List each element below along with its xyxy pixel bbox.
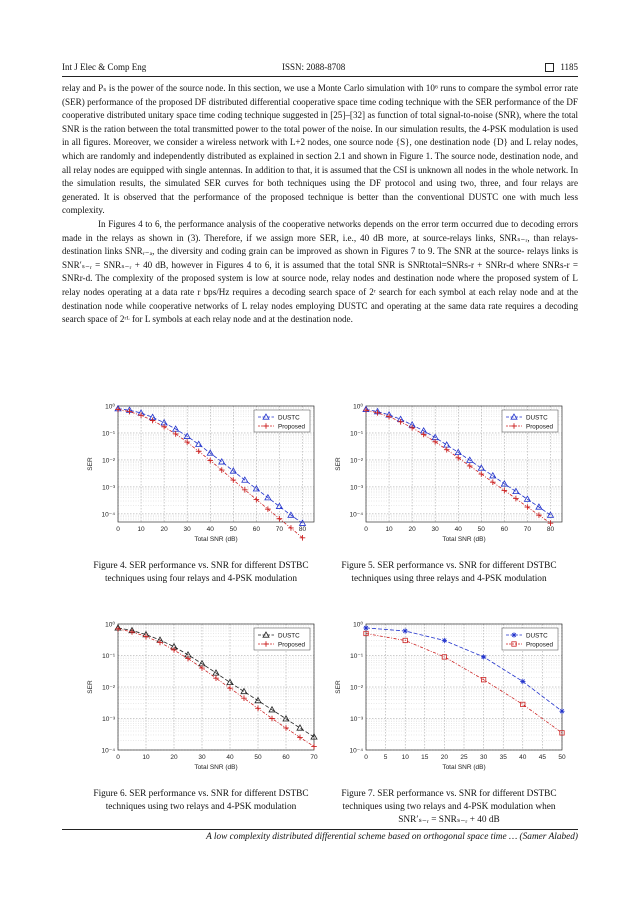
y-tick-label: 10⁻¹ [350,430,363,438]
x-tick-label: 10 [401,754,409,761]
figure-6 [82,618,322,778]
x-tick-label: 30 [183,526,191,533]
y-tick-label: 10⁻¹ [350,653,363,660]
star-marker [511,632,516,637]
y-tick-label: 10⁰ [353,403,363,411]
x-axis-label: Total SNR (dB) [194,764,238,771]
x-tick-label: 40 [454,526,462,533]
y-tick-label: 10⁰ [105,621,115,629]
figure-5-chart [330,400,570,550]
star-marker [481,654,486,659]
x-tick-label: 30 [479,754,488,761]
legend-label: Proposed [278,641,305,649]
figure-5 [330,400,570,550]
x-tick-label: 50 [558,754,566,761]
y-tick-label: 10⁻² [102,684,115,692]
page-header [62,62,578,77]
y-tick-label: 10⁻³ [102,716,115,723]
x-tick-label: 40 [519,754,527,761]
x-tick-label: 10 [142,754,150,761]
x-tick-label: 0 [364,526,368,533]
star-marker [403,628,408,633]
legend-label: Proposed [526,423,553,431]
x-tick-label: 60 [252,526,260,533]
x-tick-label: 30 [198,754,206,761]
issn: ISSN: 2088-8708 [282,62,346,72]
x-tick-label: 5 [383,754,388,761]
figure-4-caption: Figure 4. SER performance vs. SNR for different DSTBC techniques using four relays and 4-PSK modulation [93,561,309,584]
x-tick-label: 50 [229,526,237,533]
x-tick-label: 0 [116,754,120,761]
x-tick-label: 40 [226,754,234,761]
y-tick-label: 10⁻³ [350,484,363,492]
y-tick-label: 10⁻² [350,457,363,465]
figure-7-caption: Figure 7. SER performance vs. SNR for different DSTBC techniques using two relays and 4-PSK modulation when SNR′ₛ₋ᵣ = SNRₛ₋ᵣ + 40 dB [341,789,557,825]
x-tick-label: 50 [254,754,262,761]
figure-4 [82,400,322,550]
y-axis-label: SER [335,680,342,694]
x-tick-label: 30 [431,526,439,533]
x-tick-label: 80 [298,526,307,533]
x-tick-label: 20 [440,754,449,761]
y-tick-label: 10⁻³ [102,484,115,492]
x-tick-label: 60 [282,754,290,761]
x-tick-label: 50 [477,526,485,533]
x-tick-label: 45 [538,754,547,761]
y-tick-label: 10⁻¹ [102,430,115,438]
y-tick-label: 10⁻⁴ [349,747,363,755]
paragraph-1: relay and Pₛ is the power of the source node. In this section, we use a Monte Carlo simulation with 10⁶ runs to compare the symbol error rate (SER) performance of the proposed DF distributed differential cooperative space time coding technique with the SER performance of the DF cooperative distributed unitary space time coding technique suggested in [25]–[32] as function of total signal-to-noise (SNR), where the total SNR is the ration between the total transmitted power to the total power of the noise. In our simulation results, the 4-PSK modulation is used in all figures. Moreover, we consider a wireless network with L+2 nodes, one source node {S}, one destination node {D} and L relay nodes, which are randomly and independently distributed as explained in section 2.1 and shown in Figure 1. The source node, destination node, and all relay nodes are equipped with single antennas. In addition to that, it is assumed that the CSI is unknown all nodes in the whole network. In the simulation results, the simulated SER curves for both techniques using the DF protocol and using two, three, and four relays are generated. It is observed that the performance of the proposed technique is better than the conventional DUSTC one with much less complexity. [62,83,578,216]
x-tick-label: 70 [523,526,532,533]
legend-label: DUSTC [278,632,300,640]
x-tick-label: 70 [310,754,318,761]
y-tick-label: 10⁻⁴ [349,511,363,519]
y-axis-label: SER [335,457,342,471]
x-tick-label: 20 [160,526,168,533]
x-tick-label: 80 [546,526,555,533]
legend-label: Proposed [278,423,305,431]
x-tick-label: 10 [385,526,393,533]
figure-4-chart [82,400,322,550]
figure-6-chart [82,618,322,778]
y-tick-label: 10⁻⁴ [101,747,115,755]
star-marker [363,625,368,630]
x-axis-label: Total SNR (dB) [194,536,238,543]
x-tick-label: 15 [421,754,429,761]
page-number: 1185 [560,62,578,72]
y-tick-label: 10⁻¹ [102,653,115,660]
figure-7-chart [330,618,570,778]
body-text [62,82,578,327]
star-marker [520,679,525,684]
x-axis-label: Total SNR (dB) [442,764,486,771]
star-marker [442,638,447,643]
x-tick-label: 25 [460,754,468,761]
footer-rule [62,829,578,830]
y-axis-label: SER [87,680,94,694]
legend-label: DUSTC [526,414,548,422]
y-tick-label: 10⁰ [353,621,363,629]
paragraph-2: In Figures 4 to 6, the performance analysis of the cooperative networks depends on the error term occurred due to decoding errors made in the relays as shown in (3). Therefore, if we assign more SER, i.e., 40 dB more, at source-relays links, SNRₛ₋ᵣ, than relays-destination links SNRᵣ₋ₐ, the diversity and coding grain can be improved as shown in Figures 7 to 9. The SNR at the source- relays links is SNR′ₛ₋ᵣ = SNRₛ₋ᵣ + 40 dB, however in Figures 4 to 6, it is assumed that the total SNR is SNRtotal=SNRs-r + SNRr-d where SNRs-r = SNRr-d. The complexity of the proposed system is low at source node, relay nodes and destination node where the proposed system of L relay nodes operating at a data rate r bps/Hz requires a decoding search space of 2ʳ search for each symbol at each relay node and at the destination node while cooperative networks of L relay nodes employing DUSTC and operating at the same data rate requires a decoding search space of 2ʳᴸ for L symbols at each relay node and at the destination node. [62,218,578,325]
journal-name: Int J Elec & Comp Eng [62,62,147,72]
x-tick-label: 0 [364,754,368,761]
y-tick-label: 10⁻⁴ [101,511,115,519]
x-tick-label: 40 [206,526,214,533]
legend-label: Proposed [526,641,553,649]
figure-7 [330,618,570,778]
y-tick-label: 10⁻² [350,684,363,692]
x-axis-label: Total SNR (dB) [442,536,486,543]
figure-6-caption: Figure 6. SER performance vs. SNR for different DSTBC techniques using two relays and 4-PSK modulation [93,789,309,812]
x-tick-label: 35 [499,754,507,761]
figure-5-caption: Figure 5. SER performance vs. SNR for different DSTBC techniques using three relays and 4-PSK modulation [341,561,557,584]
x-tick-label: 20 [408,526,416,533]
x-tick-label: 10 [137,526,145,533]
x-tick-label: 20 [170,754,178,761]
x-tick-label: 0 [116,526,120,533]
x-tick-label: 60 [500,526,508,533]
x-tick-label: 70 [275,526,284,533]
y-axis-label: SER [87,457,94,471]
y-tick-label: 10⁻³ [350,716,363,723]
footer-text: A low complexity distributed differential scheme based on orthogonal space time … (Samer Alabed) [206,832,578,842]
y-tick-label: 10⁻² [102,457,115,465]
legend-label: DUSTC [526,632,548,640]
star-marker [559,709,564,714]
checkbox-square-icon [545,63,554,72]
legend-label: DUSTC [278,414,300,422]
y-tick-label: 10⁰ [105,403,115,411]
